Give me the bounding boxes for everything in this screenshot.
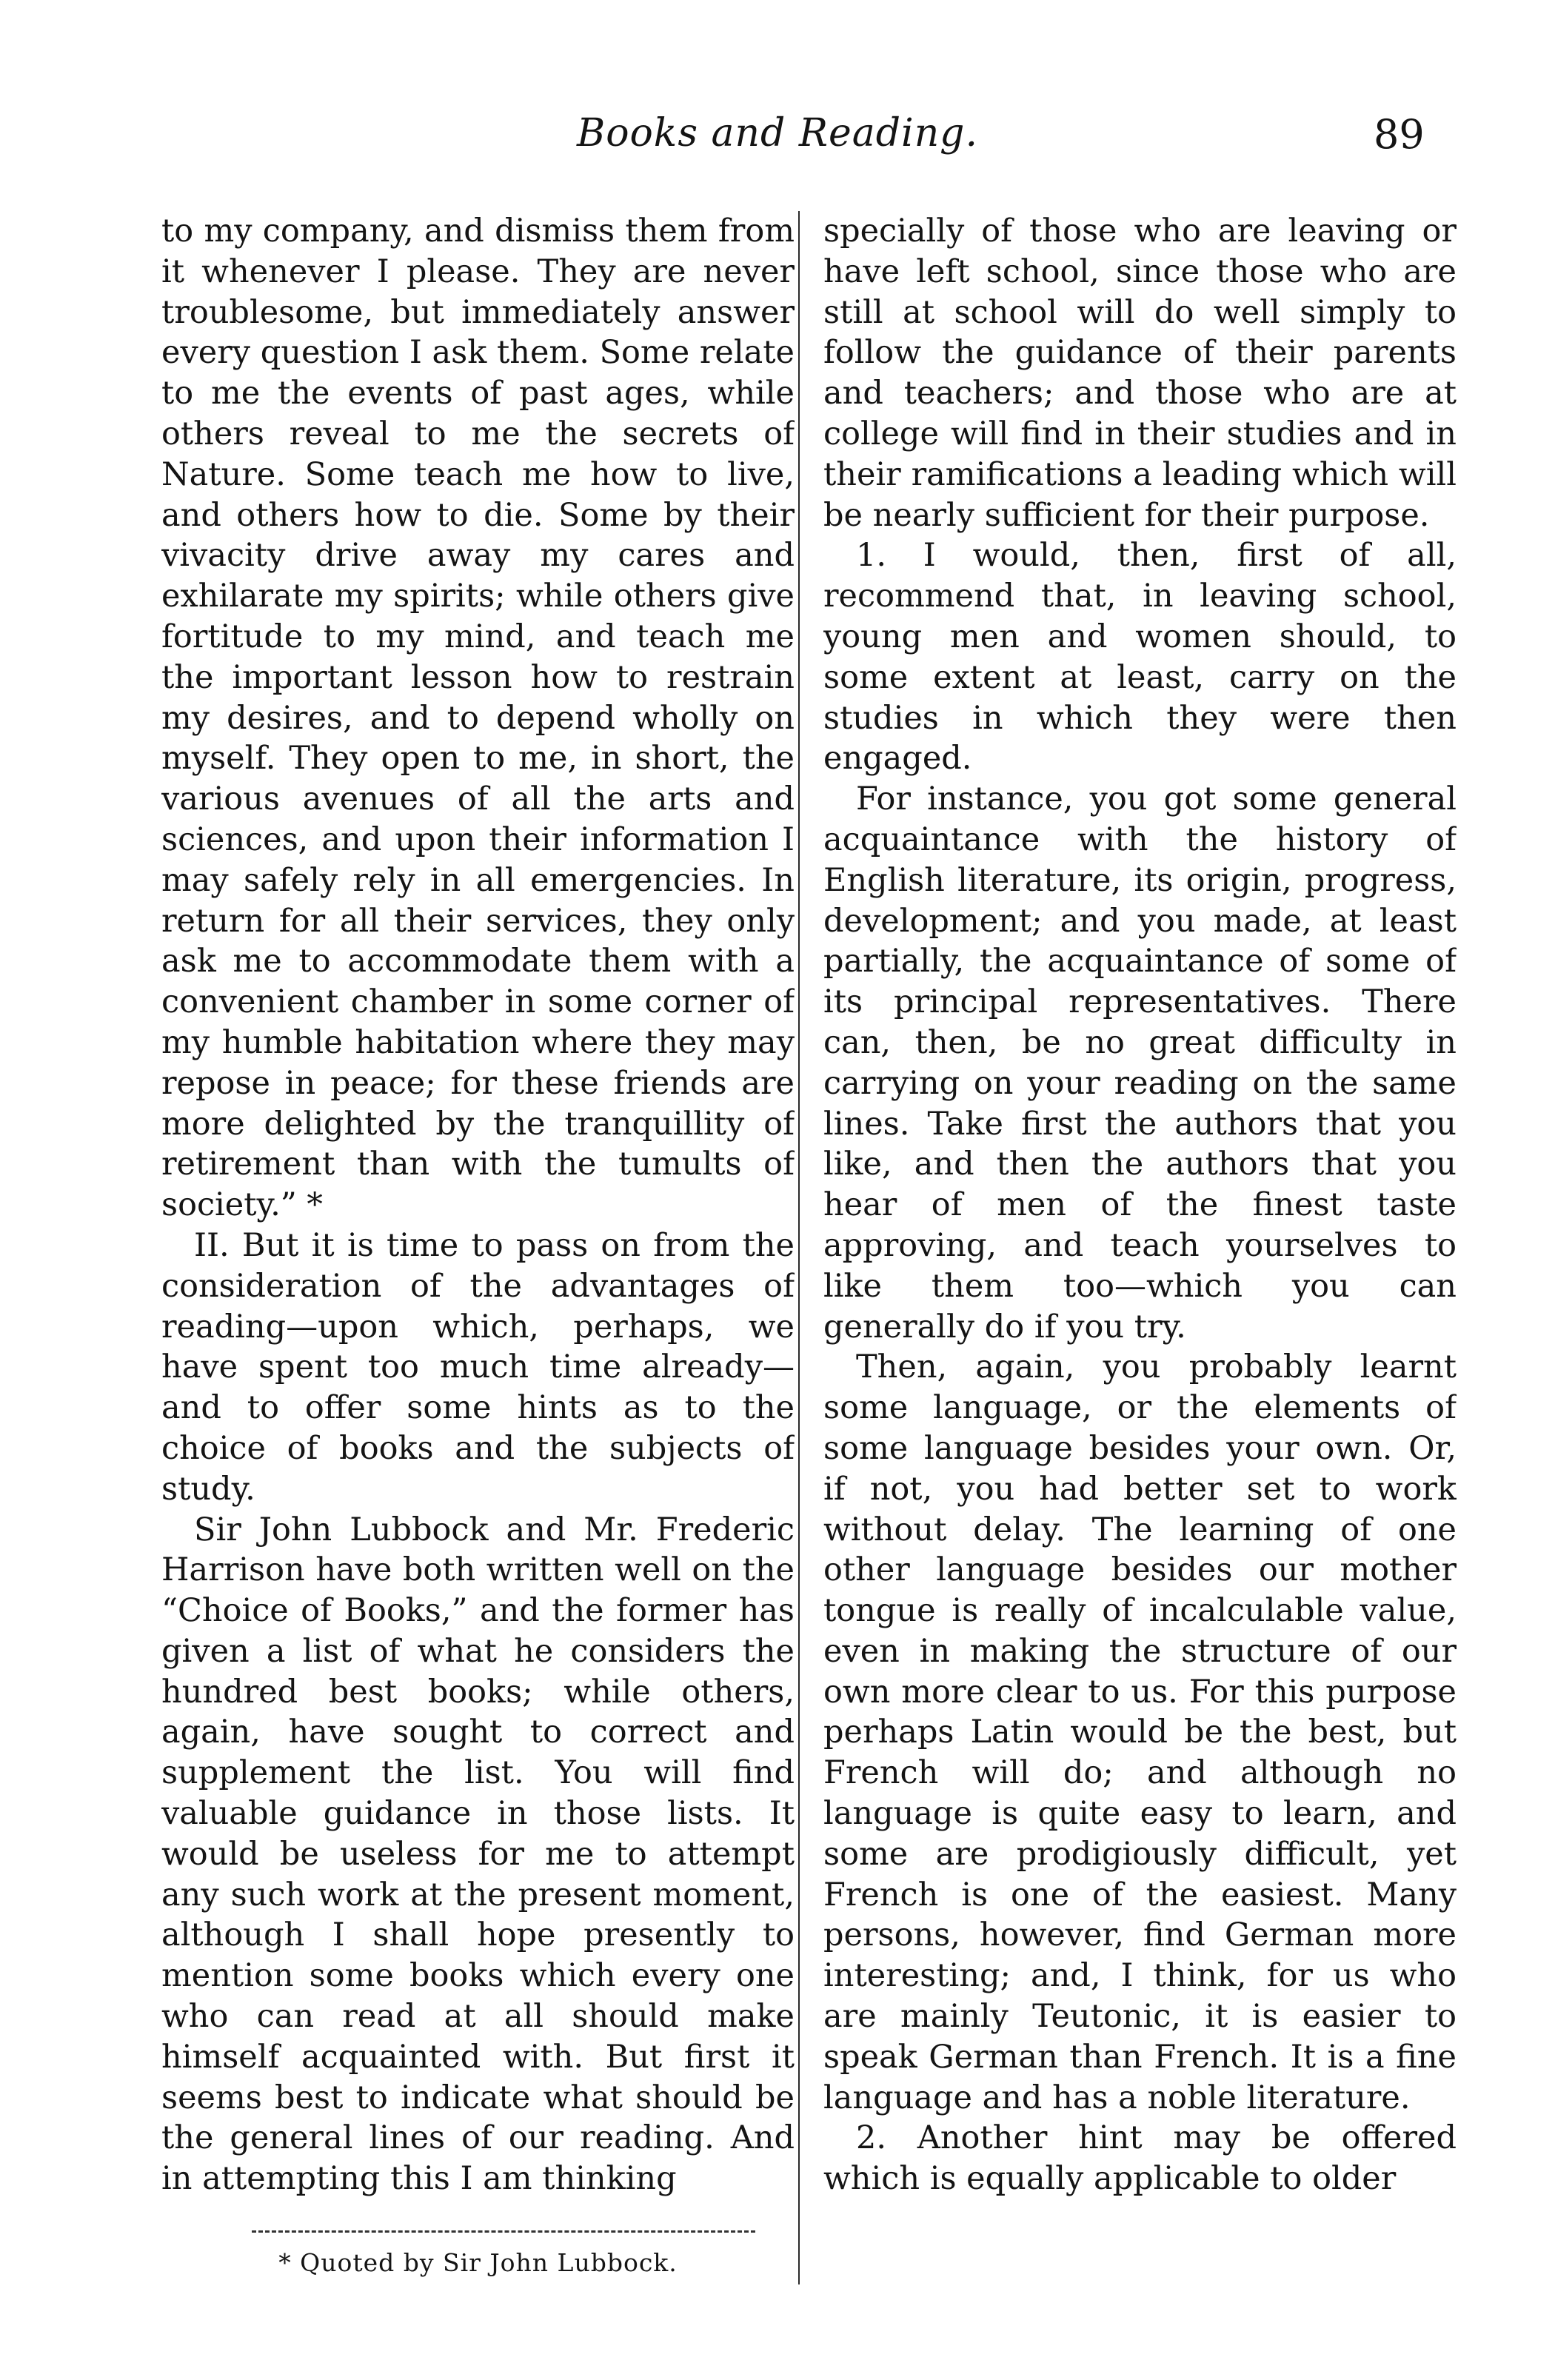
paragraph: 2. Another hint may be offered which is equally applicable to older <box>823 2119 1457 2198</box>
paragraph: 1. I would, then, first of all, recommend that, in leaving school, young men and women should, to some extent at least, carry on the studies in which they were then engaged. <box>823 537 1457 778</box>
running-title: Books and Reading. <box>576 111 978 156</box>
running-head <box>0 111 1555 163</box>
page-number: 89 <box>1374 111 1425 158</box>
paragraph: Then, again, you probably learnt some language, or the elements of some language besides your own. Or, if not, you had better set to work without delay. The learning of one other language besides our mother tongue is really of incalculable value, even in making the structure of our own more clear to us. For this purpose perhaps Latin would be the best, but French will do; and although no language is quite easy to learn, and some are prodigiously difficult, yet French is one of the easiest. Many persons, however, find German more interesting; and, I think, for us who are mainly Teutonic, it is easier to speak German than French. It is a fine language and has a noble literature. <box>823 1348 1457 2116</box>
paragraph: to my company, and dismiss them from it whenever I please. They are never troublesome, but immediately answer every question I ask them. Some relate to me the events of past ages, while others reveal to me the secrets of Nature. Some teach me how to live, and others how to die. Some by their vivacity drive away my cares and exhilarate my spirits; while others give fortitude to my mind, and teach me the important lesson how to restrain my desires, and to depend wholly on myself. They open to me, in short, the various avenues of all the arts and sciences, and upon their information I may safely rely in all emergencies. In return for all their services, they only ask me to accommodate them with a convenient chamber in some corner of my humble habitation where they may repose in peace; for these friends are more delighted by the tranquillity of retirement than with the tumults of society.” * <box>161 213 795 1224</box>
left-column <box>161 211 795 2222</box>
column-divider <box>798 211 800 2284</box>
paragraph: specially of those who are leaving or have left school, since those who are still at school will do well simply to follow the guidance of their parents and teachers; and those who are at college will find in their studies and in their ramifications a leading which will be nearly sufficient for their purpose. <box>823 213 1457 534</box>
footnote: * Quoted by Sir John Lubbock. <box>278 2248 678 2277</box>
paragraph: Sir John Lubbock and Mr. Frederic Harrison have both written well on the “Choice of Books,” and the former has given a list of what he considers the hundred best books; while others, again, have sought to correct and supplement the list. You will find valuable guidance in those lists. It would be useless for me to attempt any such work at the present moment, although I shall hope presently to mention some books which every one who can read at all should make himself acquainted with. But first it seems best to indicate what should be the general lines of our reading. And in attempting this I am thinking <box>161 1511 795 2198</box>
paragraph: For instance, you got some general acquaintance with the history of English literature, its origin, progress, development; and you made, at least partially, the acquaintance of some of its principal representatives. There can, then, be no great difficulty in carrying on your reading on the same lines. Take first the authors that you like, and then the authors that you hear of men of the finest taste approving, and teach yourselves to like them too—which you can generally do if you try. <box>823 780 1457 1346</box>
footnote-rule <box>252 2230 755 2233</box>
paragraph: II. But it is time to pass on from the consideration of the advantages of reading—upon which, perhaps, we have spent too much time already—and to offer some hints as to the choice of books and the subjects of study. <box>161 1226 795 1508</box>
right-column <box>823 211 1457 2310</box>
